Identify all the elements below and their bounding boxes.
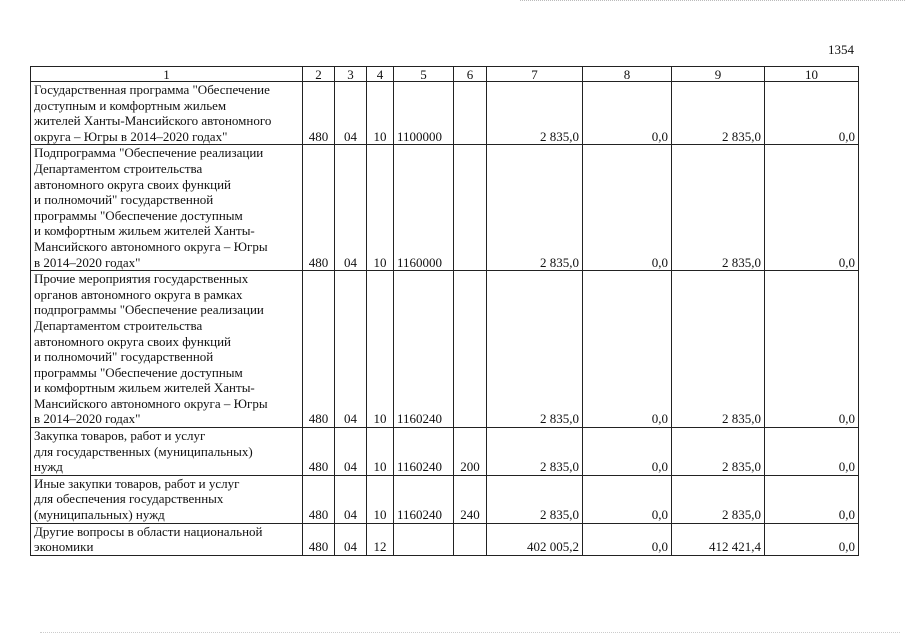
cell-col9: 2 835,0 <box>672 475 765 523</box>
cell-col5: 1160240 <box>394 428 454 476</box>
cell-col5 <box>394 523 454 555</box>
cell-col9: 412 421,4 <box>672 523 765 555</box>
cell-col5: 1100000 <box>394 82 454 145</box>
cell-col3: 04 <box>335 82 367 145</box>
cell-col3: 04 <box>335 145 367 271</box>
header-cell: 10 <box>765 67 859 82</box>
cell-col2: 480 <box>303 475 335 523</box>
scan-edge-top <box>520 0 905 5</box>
cell-col5: 1160000 <box>394 145 454 271</box>
cell-col8: 0,0 <box>583 145 672 271</box>
cell-col5: 1160240 <box>394 475 454 523</box>
cell-col3: 04 <box>335 271 367 428</box>
table-row <box>31 428 859 476</box>
scan-edge-bottom <box>40 632 900 637</box>
cell-col4: 10 <box>367 271 394 428</box>
header-cell: 2 <box>303 67 335 82</box>
table-row <box>31 82 859 145</box>
cell-col2: 480 <box>303 82 335 145</box>
cell-col8: 0,0 <box>583 475 672 523</box>
cell-col5: 1160240 <box>394 271 454 428</box>
row-name: Прочие мероприятия государственных органов автономного округа в рамках подпрограммы "Обеспечение реализации Департаментом строительства автономного округа своих функций и полномочий" государственной программы "Обеспечение доступным и комфортным жильем жителей Ханты- Мансийского автономного округа – Югры в 2014–2020 годах" <box>31 271 303 428</box>
cell-col2: 480 <box>303 428 335 476</box>
table-row <box>31 271 859 428</box>
table-row <box>31 523 859 555</box>
header-cell: 7 <box>487 67 583 82</box>
cell-col3: 04 <box>335 475 367 523</box>
cell-col2: 480 <box>303 271 335 428</box>
cell-col6 <box>454 523 487 555</box>
cell-col7: 2 835,0 <box>487 82 583 145</box>
header-cell: 5 <box>394 67 454 82</box>
cell-col4: 10 <box>367 428 394 476</box>
cell-col9: 2 835,0 <box>672 428 765 476</box>
header-cell: 3 <box>335 67 367 82</box>
cell-col8: 0,0 <box>583 523 672 555</box>
row-name: Иные закупки товаров, работ и услуг для обеспечения государственных (муниципальных) нужд <box>31 475 303 523</box>
cell-col9: 2 835,0 <box>672 271 765 428</box>
header-cell: 4 <box>367 67 394 82</box>
cell-col9: 2 835,0 <box>672 145 765 271</box>
header-cell: 1 <box>31 67 303 82</box>
cell-col7: 402 005,2 <box>487 523 583 555</box>
cell-col4: 12 <box>367 523 394 555</box>
cell-col3: 04 <box>335 523 367 555</box>
cell-col7: 2 835,0 <box>487 271 583 428</box>
cell-col10: 0,0 <box>765 82 859 145</box>
cell-col6 <box>454 271 487 428</box>
header-cell: 8 <box>583 67 672 82</box>
header-cell: 9 <box>672 67 765 82</box>
cell-col10: 0,0 <box>765 475 859 523</box>
cell-col7: 2 835,0 <box>487 428 583 476</box>
cell-col6: 240 <box>454 475 487 523</box>
cell-col10: 0,0 <box>765 523 859 555</box>
cell-col2: 480 <box>303 523 335 555</box>
cell-col7: 2 835,0 <box>487 475 583 523</box>
row-name: Закупка товаров, работ и услуг для государственных (муниципальных) нужд <box>31 428 303 476</box>
budget-table <box>30 66 859 556</box>
cell-col10: 0,0 <box>765 428 859 476</box>
cell-col2: 480 <box>303 145 335 271</box>
row-name: Подпрограмма "Обеспечение реализации Департаментом строительства автономного округа своих функций и полномочий" государственной программы "Обеспечение доступным и комфортным жильем жителей Ханты- Мансийского автономного округа – Югры в 2014–2020 годах" <box>31 145 303 271</box>
cell-col7: 2 835,0 <box>487 145 583 271</box>
cell-col6 <box>454 145 487 271</box>
page-number: 1354 <box>828 42 854 57</box>
cell-col4: 10 <box>367 145 394 271</box>
cell-col8: 0,0 <box>583 82 672 145</box>
header-row <box>31 67 859 82</box>
table-row <box>31 145 859 271</box>
cell-col6 <box>454 82 487 145</box>
cell-col10: 0,0 <box>765 145 859 271</box>
table-row <box>31 475 859 523</box>
cell-col4: 10 <box>367 475 394 523</box>
cell-col10: 0,0 <box>765 271 859 428</box>
cell-col8: 0,0 <box>583 271 672 428</box>
cell-col4: 10 <box>367 82 394 145</box>
cell-col6: 200 <box>454 428 487 476</box>
cell-col3: 04 <box>335 428 367 476</box>
row-name: Другие вопросы в области национальной экономики <box>31 523 303 555</box>
cell-col8: 0,0 <box>583 428 672 476</box>
cell-col9: 2 835,0 <box>672 82 765 145</box>
row-name: Государственная программа "Обеспечение доступным и комфортным жильем жителей Ханты-Мансийского автономного округа – Югры в 2014–2020 годах" <box>31 82 303 145</box>
header-cell: 6 <box>454 67 487 82</box>
